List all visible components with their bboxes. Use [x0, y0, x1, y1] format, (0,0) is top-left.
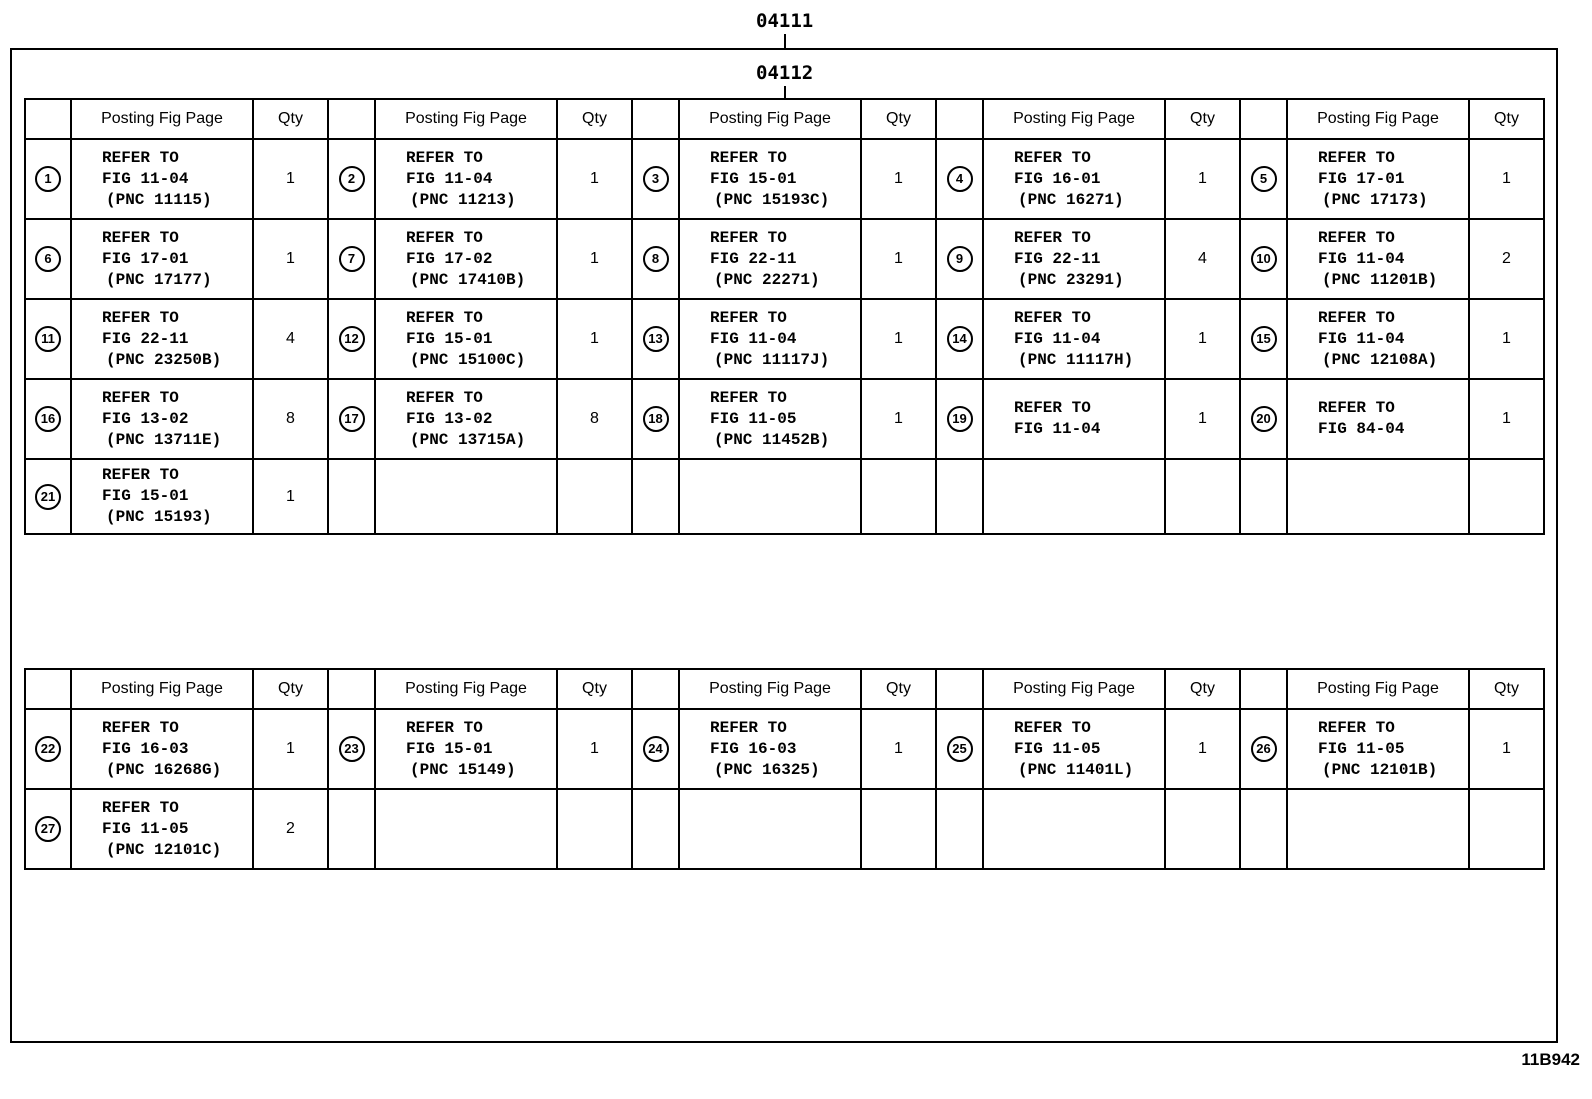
- qty-value: 1: [1198, 740, 1207, 757]
- pnc-reference: (PNC 17173): [1322, 190, 1428, 209]
- qty-cell: [557, 299, 632, 379]
- item-number-cell: [1240, 709, 1287, 789]
- fig-reference: FIG 22-11: [1014, 249, 1101, 268]
- header-posting-fig-page: Posting Fig Page: [1287, 99, 1469, 139]
- header-qty: Qty: [1469, 669, 1544, 709]
- item-number-badge: 21: [35, 484, 61, 510]
- qty-value: 1: [1198, 170, 1207, 187]
- qty-cell: [1469, 789, 1544, 869]
- fig-reference: FIG 15-01: [406, 739, 493, 758]
- item-number-cell: [632, 709, 679, 789]
- item-number-badge: 20: [1251, 406, 1277, 432]
- header-qty: Qty: [557, 99, 632, 139]
- refer-to-text: REFER TO: [1014, 718, 1091, 737]
- header-row: [25, 99, 1544, 139]
- qty-value: 1: [286, 250, 295, 267]
- qty-cell: [861, 139, 936, 219]
- fig-reference: FIG 15-01: [102, 487, 189, 505]
- item-number-cell: [632, 139, 679, 219]
- item-number-cell: [632, 379, 679, 459]
- table-row: [25, 789, 1544, 869]
- item-number-badge: 7: [339, 246, 365, 272]
- item-number-cell: [936, 789, 983, 869]
- item-number-cell: [1240, 219, 1287, 299]
- qty-cell: [253, 379, 328, 459]
- qty-value: 1: [286, 487, 295, 505]
- header-qty: Qty: [1165, 669, 1240, 709]
- pnc-reference: (PNC 12101C): [106, 840, 222, 859]
- qty-cell: [557, 379, 632, 459]
- item-number-cell: [25, 459, 71, 534]
- item-number-cell: [25, 139, 71, 219]
- item-number-badge: 25: [947, 736, 973, 762]
- posting-fig-page-cell: [375, 459, 557, 534]
- header-qty: Qty: [253, 99, 328, 139]
- item-number-cell: [25, 299, 71, 379]
- posting-fig-page-cell: [1287, 379, 1469, 459]
- posting-fig-page-cell: [375, 299, 557, 379]
- qty-cell: [1469, 139, 1544, 219]
- item-number-cell: [328, 379, 375, 459]
- pnc-reference: (PNC 15193): [106, 508, 212, 526]
- item-number-cell: [328, 219, 375, 299]
- qty-value: 1: [894, 250, 903, 267]
- item-number-badge: 8: [643, 246, 669, 272]
- fig-reference: FIG 13-02: [102, 409, 189, 428]
- header-posting-fig-page: Posting Fig Page: [71, 99, 253, 139]
- fig-reference: FIG 11-04: [406, 169, 493, 188]
- posting-fig-page-cell: [71, 459, 253, 534]
- qty-value: 1: [1502, 740, 1511, 757]
- header-qty: Qty: [1469, 99, 1544, 139]
- item-number-cell: [632, 219, 679, 299]
- posting-fig-page-cell: [71, 299, 253, 379]
- posting-fig-page-cell: [1287, 139, 1469, 219]
- item-number-cell: [25, 789, 71, 869]
- qty-cell: [557, 459, 632, 534]
- table-row: [25, 219, 1544, 299]
- item-number-badge: 2: [339, 166, 365, 192]
- fig-reference: FIG 11-05: [710, 409, 797, 428]
- qty-cell: [861, 709, 936, 789]
- item-number-cell: [632, 299, 679, 379]
- qty-value: 1: [894, 410, 903, 427]
- posting-fig-page-cell: [679, 459, 861, 534]
- fig-reference: FIG 16-03: [710, 739, 797, 758]
- qty-value: 1: [894, 170, 903, 187]
- header-qty: Qty: [1165, 99, 1240, 139]
- item-number-cell: [328, 709, 375, 789]
- posting-fig-page-cell: [375, 379, 557, 459]
- qty-value: 1: [1198, 410, 1207, 427]
- pnc-reference: (PNC 11117J): [714, 350, 830, 369]
- assembly-leader-line: [784, 34, 786, 48]
- header-blank: [25, 669, 71, 709]
- item-number-cell: [25, 379, 71, 459]
- refer-to-text: REFER TO: [406, 388, 483, 407]
- qty-cell: [1165, 139, 1240, 219]
- qty-value: 1: [1198, 330, 1207, 347]
- item-number-cell: [936, 139, 983, 219]
- item-number-cell: [1240, 139, 1287, 219]
- pnc-reference: (PNC 11117H): [1018, 350, 1134, 369]
- fig-reference: FIG 11-04: [1318, 329, 1405, 348]
- item-number-badge: 19: [947, 406, 973, 432]
- refer-to-text: REFER TO: [1318, 399, 1395, 417]
- posting-fig-page-cell: [71, 139, 253, 219]
- posting-fig-page-cell: [375, 709, 557, 789]
- refer-to-text: REFER TO: [102, 388, 179, 407]
- qty-cell: [557, 219, 632, 299]
- qty-value: 1: [590, 330, 599, 347]
- fig-reference: FIG 11-05: [1318, 739, 1405, 758]
- qty-value: 1: [1502, 410, 1511, 427]
- qty-cell: [1165, 379, 1240, 459]
- refer-to-text: REFER TO: [102, 798, 179, 817]
- item-number-badge: 22: [35, 736, 61, 762]
- header-posting-fig-page: Posting Fig Page: [375, 669, 557, 709]
- item-number-badge: 24: [643, 736, 669, 762]
- qty-value: 1: [286, 740, 295, 757]
- qty-value: 1: [286, 170, 295, 187]
- refer-to-text: REFER TO: [406, 718, 483, 737]
- posting-fig-page-cell: [71, 789, 253, 869]
- qty-cell: [557, 139, 632, 219]
- fig-reference: FIG 17-02: [406, 249, 493, 268]
- refer-to-text: REFER TO: [710, 148, 787, 167]
- qty-cell: [253, 139, 328, 219]
- fig-reference: FIG 16-03: [102, 739, 189, 758]
- header-posting-fig-page: Posting Fig Page: [983, 669, 1165, 709]
- posting-fig-page-cell: [679, 219, 861, 299]
- pnc-reference: (PNC 22271): [714, 270, 820, 289]
- item-number-badge: 14: [947, 326, 973, 352]
- header-qty: Qty: [861, 669, 936, 709]
- item-number-cell: [25, 709, 71, 789]
- table-row: [25, 459, 1544, 534]
- posting-fig-page-cell: [679, 139, 861, 219]
- header-blank: [328, 99, 375, 139]
- item-number-cell: [936, 459, 983, 534]
- fig-reference: FIG 84-04: [1318, 420, 1405, 438]
- posting-fig-page-cell: [983, 299, 1165, 379]
- fig-reference: FIG 11-05: [1014, 739, 1101, 758]
- qty-cell: [253, 709, 328, 789]
- qty-value: 2: [286, 820, 295, 837]
- qty-cell: [253, 789, 328, 869]
- item-number-cell: [1240, 299, 1287, 379]
- table-row: [25, 709, 1544, 789]
- table-row: [25, 139, 1544, 219]
- header-posting-fig-page: Posting Fig Page: [375, 99, 557, 139]
- posting-fig-page-cell: [679, 379, 861, 459]
- pnc-reference: (PNC 17177): [106, 270, 212, 289]
- fig-reference: FIG 11-04: [1014, 420, 1101, 438]
- item-number-badge: 11: [35, 326, 61, 352]
- posting-fig-page-cell: [71, 219, 253, 299]
- header-posting-fig-page: Posting Fig Page: [679, 99, 861, 139]
- header-blank: [632, 669, 679, 709]
- qty-cell: [861, 789, 936, 869]
- header-qty: Qty: [253, 669, 328, 709]
- posting-fig-page-cell: [983, 709, 1165, 789]
- qty-value: 1: [590, 740, 599, 757]
- pnc-reference: (PNC 15100C): [410, 350, 526, 369]
- refer-to-text: REFER TO: [102, 466, 179, 484]
- refer-to-text: REFER TO: [102, 228, 179, 247]
- pnc-reference: (PNC 11115): [106, 190, 212, 209]
- table-row: [25, 299, 1544, 379]
- parts-table-upper: [24, 98, 1545, 535]
- posting-fig-page-cell: [71, 709, 253, 789]
- header-posting-fig-page: Posting Fig Page: [1287, 669, 1469, 709]
- item-number-badge: 10: [1251, 246, 1277, 272]
- posting-fig-page-cell: [983, 139, 1165, 219]
- item-number-badge: 6: [35, 246, 61, 272]
- pnc-reference: (PNC 16271): [1018, 190, 1124, 209]
- table-row: [25, 379, 1544, 459]
- item-number-badge: 9: [947, 246, 973, 272]
- qty-value: 4: [1198, 250, 1207, 267]
- pnc-reference: (PNC 13715A): [410, 430, 526, 449]
- item-number-cell: [328, 789, 375, 869]
- qty-cell: [861, 299, 936, 379]
- header-blank: [1240, 669, 1287, 709]
- posting-fig-page-cell: [375, 219, 557, 299]
- pnc-reference: (PNC 15193C): [714, 190, 830, 209]
- item-number-badge: 16: [35, 406, 61, 432]
- posting-fig-page-cell: [983, 459, 1165, 534]
- qty-cell: [861, 219, 936, 299]
- header-blank: [632, 99, 679, 139]
- posting-fig-page-cell: [679, 789, 861, 869]
- fig-reference: FIG 13-02: [406, 409, 493, 428]
- qty-cell: [1165, 789, 1240, 869]
- qty-value: 1: [590, 170, 599, 187]
- qty-cell: [1469, 709, 1544, 789]
- item-number-badge: 5: [1251, 166, 1277, 192]
- item-number-cell: [1240, 789, 1287, 869]
- fig-reference: FIG 22-11: [102, 329, 189, 348]
- qty-value: 1: [1502, 170, 1511, 187]
- pnc-reference: (PNC 15149): [410, 760, 516, 779]
- refer-to-text: REFER TO: [1318, 228, 1395, 247]
- qty-value: 1: [894, 330, 903, 347]
- fig-reference: FIG 11-04: [1014, 329, 1101, 348]
- assembly-code-label: 04111: [756, 10, 814, 32]
- item-number-cell: [328, 139, 375, 219]
- pnc-reference: (PNC 11401L): [1018, 760, 1134, 779]
- qty-cell: [1165, 459, 1240, 534]
- pnc-reference: (PNC 23250B): [106, 350, 222, 369]
- fig-reference: FIG 17-01: [1318, 169, 1405, 188]
- item-number-badge: 27: [35, 816, 61, 842]
- item-number-cell: [936, 299, 983, 379]
- item-number-badge: 17: [339, 406, 365, 432]
- item-number-cell: [936, 219, 983, 299]
- qty-cell: [861, 379, 936, 459]
- refer-to-text: REFER TO: [710, 718, 787, 737]
- posting-fig-page-cell: [1287, 459, 1469, 534]
- qty-cell: [1469, 299, 1544, 379]
- qty-cell: [1469, 379, 1544, 459]
- refer-to-text: REFER TO: [710, 228, 787, 247]
- posting-fig-page-cell: [679, 709, 861, 789]
- pnc-reference: (PNC 11201B): [1322, 270, 1438, 289]
- pnc-reference: (PNC 16268G): [106, 760, 222, 779]
- qty-cell: [557, 789, 632, 869]
- fig-reference: FIG 11-04: [102, 169, 189, 188]
- qty-cell: [253, 459, 328, 534]
- item-number-badge: 23: [339, 736, 365, 762]
- qty-value: 1: [894, 740, 903, 757]
- item-number-cell: [1240, 459, 1287, 534]
- qty-cell: [253, 299, 328, 379]
- posting-fig-page-cell: [983, 379, 1165, 459]
- refer-to-text: REFER TO: [102, 148, 179, 167]
- qty-value: 8: [286, 410, 295, 427]
- qty-cell: [1469, 219, 1544, 299]
- qty-cell: [1165, 219, 1240, 299]
- posting-fig-page-cell: [375, 139, 557, 219]
- refer-to-text: REFER TO: [1014, 399, 1091, 417]
- item-number-cell: [1240, 379, 1287, 459]
- refer-to-text: REFER TO: [1318, 308, 1395, 327]
- pnc-reference: (PNC 23291): [1018, 270, 1124, 289]
- item-number-cell: [936, 709, 983, 789]
- qty-cell: [861, 459, 936, 534]
- refer-to-text: REFER TO: [406, 308, 483, 327]
- header-blank: [1240, 99, 1287, 139]
- pnc-reference: (PNC 11452B): [714, 430, 830, 449]
- qty-value: 1: [1502, 330, 1511, 347]
- posting-fig-page-cell: [679, 299, 861, 379]
- parts-table-lower: [24, 668, 1545, 870]
- fig-reference: FIG 16-01: [1014, 169, 1101, 188]
- header-qty: Qty: [861, 99, 936, 139]
- posting-fig-page-cell: [1287, 789, 1469, 869]
- refer-to-text: REFER TO: [710, 308, 787, 327]
- sub-assembly-leader-line: [784, 86, 786, 98]
- header-blank: [936, 99, 983, 139]
- posting-fig-page-cell: [983, 219, 1165, 299]
- pnc-reference: (PNC 12108A): [1322, 350, 1438, 369]
- fig-reference: FIG 15-01: [406, 329, 493, 348]
- refer-to-text: REFER TO: [1014, 228, 1091, 247]
- posting-fig-page-cell: [1287, 219, 1469, 299]
- item-number-badge: 18: [643, 406, 669, 432]
- fig-reference: FIG 15-01: [710, 169, 797, 188]
- item-number-badge: 12: [339, 326, 365, 352]
- refer-to-text: REFER TO: [102, 308, 179, 327]
- posting-fig-page-cell: [71, 379, 253, 459]
- qty-value: 8: [590, 410, 599, 427]
- pnc-reference: (PNC 11213): [410, 190, 516, 209]
- fig-reference: FIG 17-01: [102, 249, 189, 268]
- posting-fig-page-cell: [375, 789, 557, 869]
- fig-reference: FIG 11-04: [710, 329, 797, 348]
- header-posting-fig-page: Posting Fig Page: [983, 99, 1165, 139]
- posting-fig-page-cell: [983, 789, 1165, 869]
- qty-cell: [1165, 709, 1240, 789]
- qty-cell: [1165, 299, 1240, 379]
- refer-to-text: REFER TO: [1318, 148, 1395, 167]
- fig-reference: FIG 22-11: [710, 249, 797, 268]
- qty-value: 4: [286, 330, 295, 347]
- item-number-badge: 4: [947, 166, 973, 192]
- refer-to-text: REFER TO: [102, 718, 179, 737]
- header-qty: Qty: [557, 669, 632, 709]
- qty-cell: [557, 709, 632, 789]
- refer-to-text: REFER TO: [1014, 148, 1091, 167]
- pnc-reference: (PNC 13711E): [106, 430, 222, 449]
- header-blank: [936, 669, 983, 709]
- pnc-reference: (PNC 12101B): [1322, 760, 1438, 779]
- header-row: [25, 669, 1544, 709]
- qty-cell: [253, 219, 328, 299]
- pnc-reference: (PNC 17410B): [410, 270, 526, 289]
- fig-reference: FIG 11-05: [102, 819, 189, 838]
- item-number-cell: [632, 459, 679, 534]
- item-number-cell: [632, 789, 679, 869]
- posting-fig-page-cell: [1287, 709, 1469, 789]
- header-posting-fig-page: Posting Fig Page: [71, 669, 253, 709]
- illustration-code: 11B942: [1521, 1050, 1580, 1069]
- item-number-cell: [328, 299, 375, 379]
- header-blank: [25, 99, 71, 139]
- qty-value: 1: [590, 250, 599, 267]
- item-number-cell: [25, 219, 71, 299]
- qty-value: 2: [1502, 250, 1511, 267]
- posting-fig-page-cell: [1287, 299, 1469, 379]
- item-number-badge: 13: [643, 326, 669, 352]
- item-number-cell: [936, 379, 983, 459]
- header-posting-fig-page: Posting Fig Page: [679, 669, 861, 709]
- pnc-reference: (PNC 16325): [714, 760, 820, 779]
- refer-to-text: REFER TO: [406, 228, 483, 247]
- item-number-badge: 1: [35, 166, 61, 192]
- item-number-badge: 26: [1251, 736, 1277, 762]
- refer-to-text: REFER TO: [406, 148, 483, 167]
- refer-to-text: REFER TO: [1318, 718, 1395, 737]
- refer-to-text: REFER TO: [710, 388, 787, 407]
- header-blank: [328, 669, 375, 709]
- item-number-badge: 15: [1251, 326, 1277, 352]
- sub-assembly-code-label: 04112: [756, 62, 814, 84]
- qty-cell: [1469, 459, 1544, 534]
- refer-to-text: REFER TO: [1014, 308, 1091, 327]
- item-number-cell: [328, 459, 375, 534]
- item-number-badge: 3: [643, 166, 669, 192]
- fig-reference: FIG 11-04: [1318, 249, 1405, 268]
